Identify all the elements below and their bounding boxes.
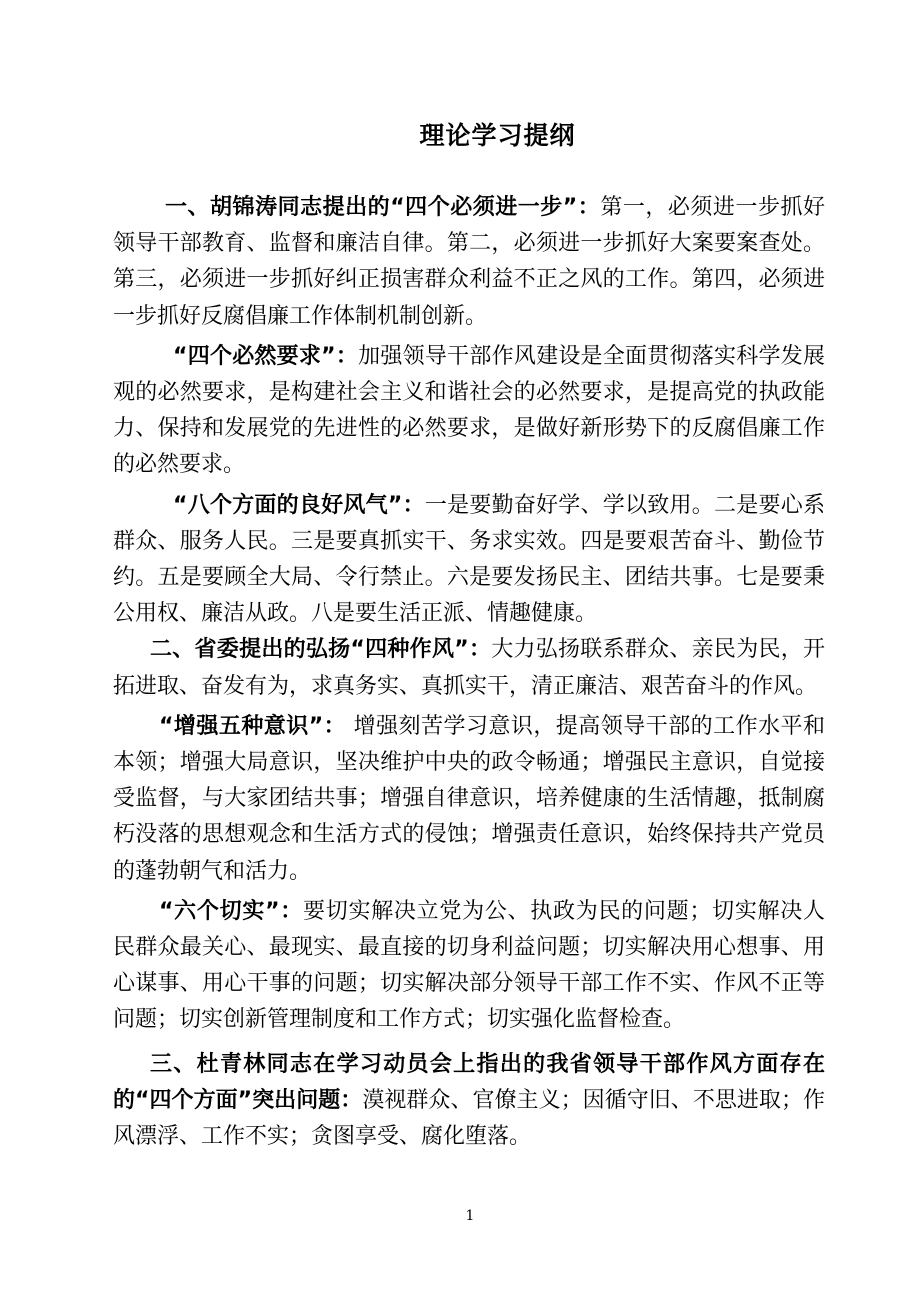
paragraph-six-practical (113, 894, 825, 1039)
paragraph-heading: “六个切实”： (159, 898, 304, 924)
paragraph-text: 增强刻苦学习意识，提高领导干部的工作水平和本领；增强大局意识，坚决维护中央的政令畅通；增强民主意识，自觉接受监督，与大家团结共事；增强自律意识，培养健康的生活情趣，抵制腐朽没落的思想观念和生活方式的侵蚀；增强责任意识，始终保持共产党员的蓬勃朝气和活力。 (113, 713, 826, 884)
paragraph-heading: 一、胡锦涛同志提出的“四个必须进一步”： (165, 195, 601, 220)
paragraph-text: 一是要勤奋好学、学以致用。二是要心系群众、服务人民。三是要真抓实干、务求实效。四是要艰苦奋斗、勤俭节约。五是要顾全大局、令行禁止。六是要发扬民主、团结共事。七是要秉公用权、廉洁从政。八是要生活正派、情趣健康。 (113, 492, 825, 627)
page-number: 1 (465, 1208, 475, 1224)
paragraph-text: 第一，必须进一步抓好领导干部教育、监督和廉洁自律。第二，必须进一步抓好大案要案查处。第三，必须进一步抓好纠正损害群众利益不正之风的工作。第四，必须进一步抓好反腐倡廉工作体制机制创新。 (113, 195, 825, 329)
paragraph-text: 要切实解决立党为公、执政为民的问题；切实解决人民群众最关心、最现实、最直接的切身利益问题；切实解决用心想事、用心谋事、用心干事的问题；切实解决部分领导干部工作不实、作风不正等问题；切实创新管理制度和工作方式；切实强化监督检查。 (113, 898, 825, 1033)
paragraph-four-musts (113, 190, 825, 335)
paragraph-text: 漠视群众、官僚主义；因循守旧、不思进取；作风漂浮、工作不实；贪图享受、腐化堕落。 (113, 1087, 825, 1150)
page-title: 理论学习提纲 (419, 121, 576, 150)
paragraph-text: 大力弘扬联系群众、亲民为民，开拓进取、奋发有为，求真务实、真抓实干，清正廉洁、艰苦奋斗的作风。 (113, 637, 825, 699)
paragraph-five-awareness (113, 709, 825, 890)
paragraph-heading: 二、省委提出的弘扬“四种作风”： (150, 637, 492, 663)
paragraph-eight-aspects (113, 488, 825, 633)
paragraph-heading: “八个方面的良好风气”： (173, 492, 425, 518)
paragraph-four-requirements (113, 339, 825, 484)
document-body (113, 190, 825, 1155)
paragraph-four-problems (113, 1047, 825, 1156)
paragraph-heading: “增强五种意识”： (159, 713, 347, 739)
paragraph-four-styles (113, 632, 825, 704)
paragraph-heading: 三、杜青林同志在学习动员会上指出的我省领导干部作风方面存在的“四个方面”突出问题： (113, 1051, 825, 1113)
paragraph-text: 加强领导干部作风建设是全面贯彻落实科学发展观的必然要求，是构建社会主义和谐社会的必然要求，是提高党的执政能力、保持和发展党的先进性的必然要求，是做好新形势下的反腐倡廉工作的必然要求。 (113, 343, 825, 478)
paragraph-heading: “四个必然要求”： (173, 343, 359, 369)
